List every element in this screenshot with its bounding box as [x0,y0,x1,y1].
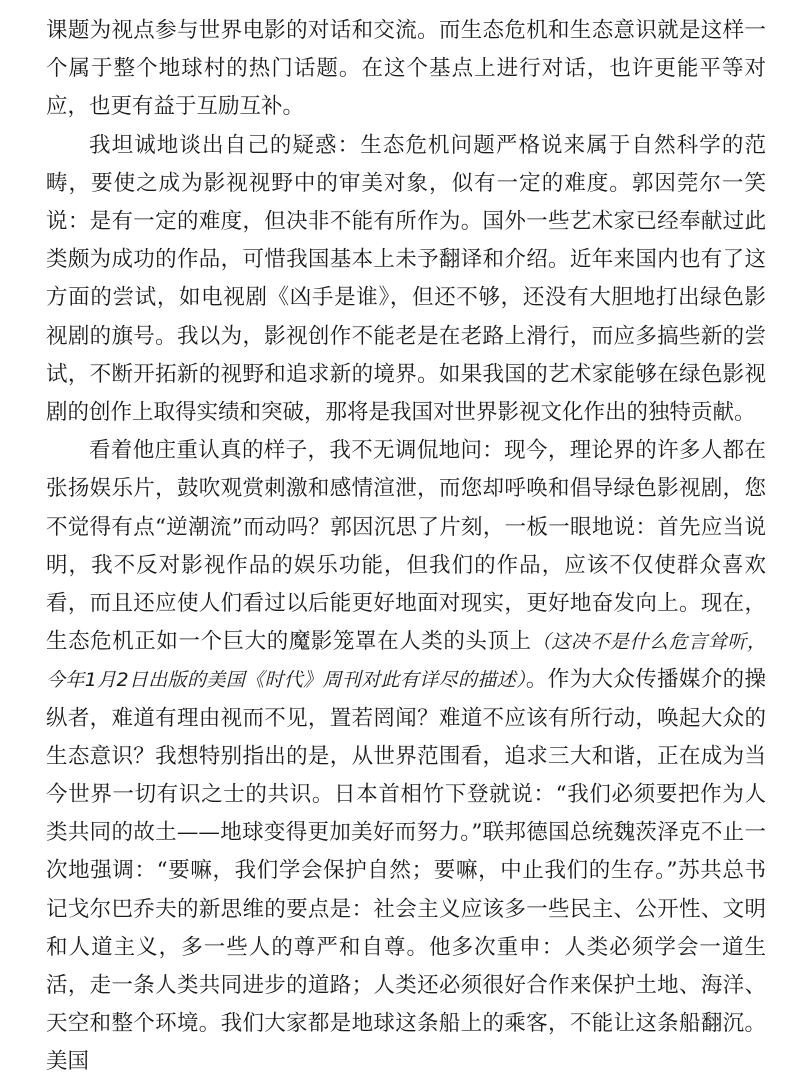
paragraph-3-parenthetical-note: （这决不是什么危言耸听，今年1月2日出版的美国《时代》周刊对此有详尽的描述） [46,631,766,692]
paragraph-3-text-a: 看着他庄重认真的样子，我不无调侃地问：现今，理论界的许多人都在张扬娱乐片，鼓吹观赏刺激和感情渲泄，而您却呼唤和倡导绿色影视剧，您不觉得有点“逆潮流”而动吗？郭因沉思了片刻，一板一眼地说：首先应当说明，我不反对影视作品的娱乐功能，但我们的作品，应该不仅使群众喜欢看，而且还应使人们看过以后能更好地面对现实，更好地奋发向上。现在，生态危机正如一个巨大的魔影笼罩在人类的头顶上 [46,438,766,655]
paragraph-1-text: 课题为视点参与世界电影的对话和交流。而生态危机和生态意识就是这样一个属于整个地球村的热门话题。在这个基点上进行对话，也许更能平等对应，也更有益于互励互补。 [46,18,766,120]
document-page [46,12,766,1082]
paragraph-2 [46,127,766,433]
paragraph-2-text: 我坦诚地谈出自己的疑惑：生态危机问题严格说来属于自然科学的范畴，要使之成为影视视野中的审美对象，似有一定的难度。郭因莞尔一笑说：是有一定的难度，但决非不能有所作为。国外一些艺术家已经奉献过此类颇为成功的作品，可惜我国基本上未予翻译和介绍。近年来国内也有了这方面的尝试，如电视剧《凶手是谁》，但还不够，还没有大胆地打出绿色影视剧的旗号。我以为，影视创作不能老是在老路上滑行，而应多搞些新的尝试，不断开拓新的视野和追求新的境界。如果我国的艺术家能够在绿色影视剧的创作上取得实绩和突破，那将是我国对世界影视文化作出的独特贡献。 [46,132,766,426]
paragraph-1 [46,12,766,127]
paragraph-3-text-b: 。作为大众传播媒介的操纵者，难道有理由视而不见，置若罔闻？难道不应该有所行动，唤起大众的生态意识？我想特别指出的是，从世界范围看，追求三大和谐，正在成为当今世界一切有识之士的共识。日本首相竹下登就说：“我们必须要把作为人类共同的故土——地球变得更加美好而努力。”联邦德国总统魏茨泽克不止一次地强调：“要嘛，我们学会保护自然；要嘛，中止我们的生存。”苏共总书记戈尔巴乔夫的新思维的要点是：社会主义应该多一些民主、公开性、文明和人道主义，多一些人的尊严和自尊。他多次重申：人类必须学会一道生活，走一条人类共同进步的道路；人类还必须很好合作来保护土地、海洋、天空和整个环境。我们大家都是地球这条船上的乘客，不能让这条船翻沉。美国 [46,667,766,1075]
paragraph-3 [46,432,766,1081]
